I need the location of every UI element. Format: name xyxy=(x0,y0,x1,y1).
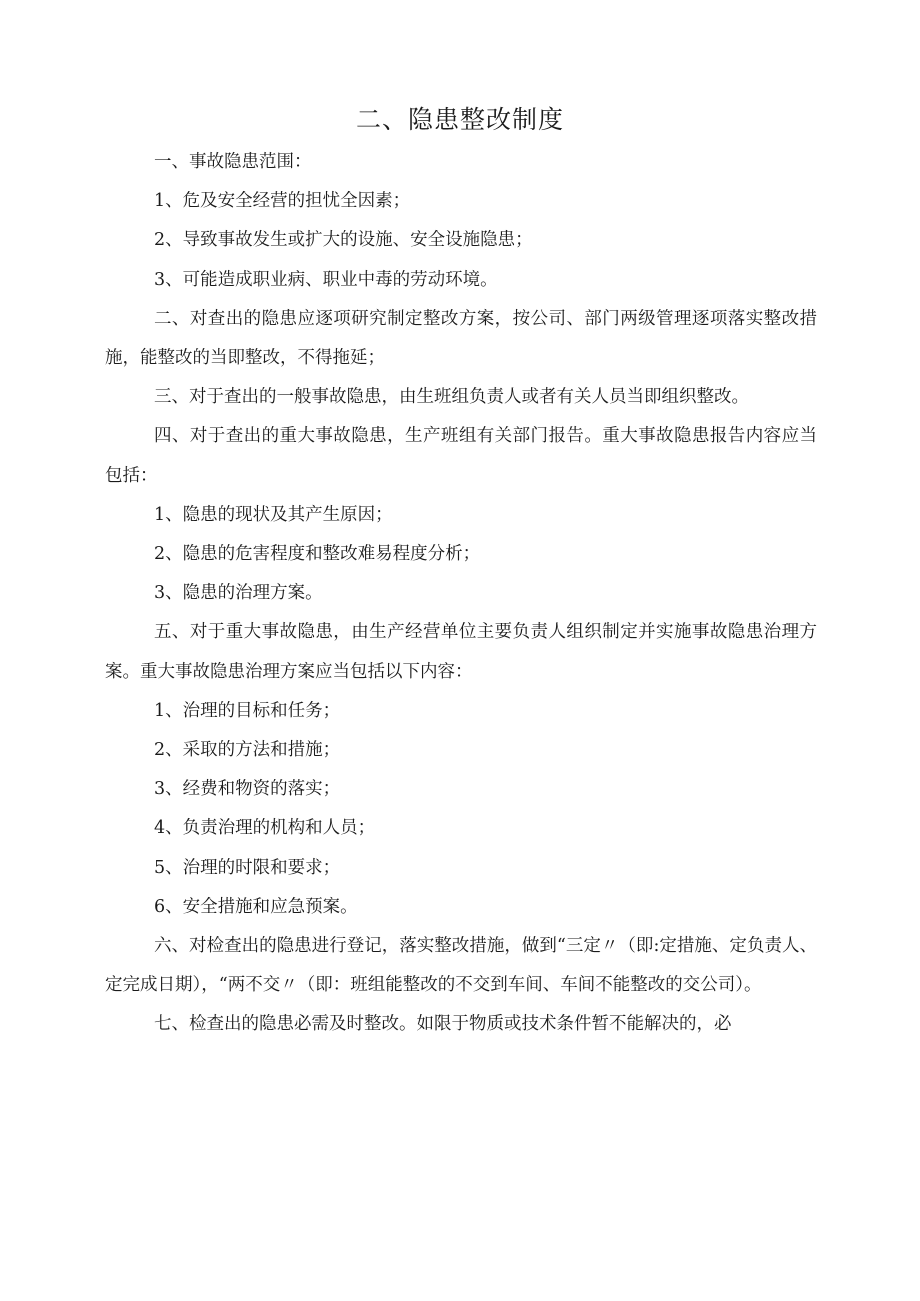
paragraph-section-3: 三、对于查出的一般事故隐患，由生班组负责人或者有关人员当即组织整改。 xyxy=(154,387,749,408)
paragraph-scope-heading: 一、事故隐患范围： xyxy=(154,152,312,172)
paragraph-report-item-3: 3、隐患的治理方案。 xyxy=(154,583,323,604)
paragraph-plan-item-4: 4、负责治理的机构和人员； xyxy=(154,818,376,839)
paragraph-report-item-1: 1、隐患的现状及其产生原因； xyxy=(154,504,393,525)
paragraph-scope-item-3: 3、可能造成职业病、职业中毒的劳动环境。 xyxy=(154,269,498,290)
document-title: 二、隐患整改制度 xyxy=(355,105,564,134)
paragraph-report-item-2: 2、隐患的危害程度和整改难易程度分析； xyxy=(154,544,481,565)
paragraph-section-6: 六、对检查出的隐患进行登记，落实整改措施，做到“三定〃（即:定措施、定负责人、定完成日期），“两不交〃（即：班组能整改的不交到车间、车间不能整改的交公司）。 xyxy=(105,936,817,996)
paragraph-section-4: 四、对于查出的重大事故隐患，生产班组有关部门报告。重大事故隐患报告内容应当包括： xyxy=(105,426,817,486)
paragraph-scope-item-2: 2、导致事故发生或扩大的设施、安全设施隐患； xyxy=(154,230,533,251)
paragraph-section-5: 五、对于重大事故隐患，由生产经营单位主要负责人组织制定并实施事故隐患治理方案。重大事故隐患治理方案应当包括以下内容： xyxy=(105,622,817,682)
paragraph-plan-item-2: 2、采取的方法和措施； xyxy=(154,740,341,761)
paragraph-plan-item-6: 6、安全措施和应急预案。 xyxy=(154,896,358,917)
paragraph-plan-item-3: 3、经费和物资的落实； xyxy=(154,779,341,800)
paragraph-plan-item-5: 5、治理的时限和要求； xyxy=(154,857,341,878)
paragraph-section-7: 七、检查出的隐患必需及时整改。如限于物质或技术条件暂不能解决的，必 xyxy=(154,1014,732,1035)
document-body xyxy=(105,143,817,1045)
paragraph-section-2: 二、对查出的隐患应逐项研究制定整改方案，按公司、部门两级管理逐项落实整改措施，能整改的当即整改，不得拖延； xyxy=(105,308,817,369)
paragraph-scope-item-1: 1、危及安全经营的担忧全因素； xyxy=(154,191,411,212)
paragraph-plan-item-1: 1、治理的目标和任务； xyxy=(154,700,341,721)
